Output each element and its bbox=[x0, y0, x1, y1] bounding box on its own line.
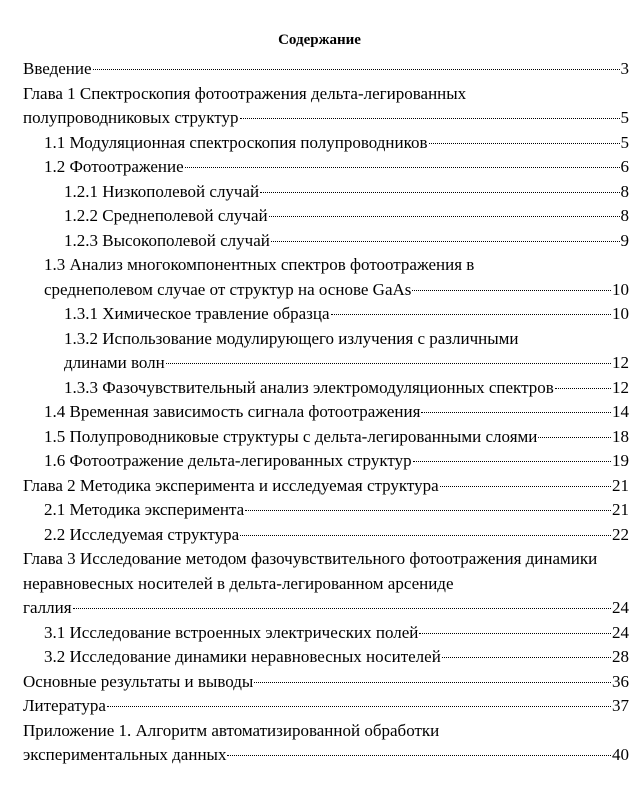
dot-leader bbox=[245, 510, 611, 511]
toc-entry-title-line-2: экспериментальных данных bbox=[23, 745, 227, 764]
toc-entry-page: 5 bbox=[620, 132, 629, 152]
toc-entry-page: 37 bbox=[612, 696, 629, 715]
toc-entry-title: Основные результаты и выводы bbox=[23, 671, 254, 691]
dot-leader bbox=[421, 412, 611, 413]
toc-entry-title: 3.1 Исследование встроенных электрических полей bbox=[44, 622, 419, 642]
toc-entry-1-2-1[interactable] bbox=[23, 180, 629, 205]
dot-leader bbox=[429, 143, 620, 144]
toc-entry-2-2[interactable] bbox=[23, 523, 629, 548]
toc-entry-title-line-2: полупроводниковых структур bbox=[23, 108, 239, 127]
toc-entry-page: 3 bbox=[620, 59, 629, 78]
toc-entry-page: 10 bbox=[612, 304, 629, 323]
dot-leader bbox=[227, 755, 611, 756]
toc-entry-chapter-3[interactable] bbox=[23, 547, 629, 621]
toc-entry-3-2[interactable] bbox=[23, 645, 629, 670]
toc-entry-title: 1.5 Полупроводниковые структуры с дельта-легированными слоями bbox=[44, 426, 538, 446]
toc-entry-page: 6 bbox=[620, 157, 629, 176]
toc-entry-1-3-2[interactable] bbox=[23, 327, 629, 376]
dot-leader bbox=[412, 290, 611, 291]
dot-leader bbox=[260, 192, 619, 193]
toc-entry-title: Литература bbox=[23, 696, 106, 715]
toc-entry-page: 8 bbox=[620, 206, 629, 225]
dot-leader bbox=[240, 535, 611, 536]
toc-entry-title: 1.3.1 Химическое травление образца bbox=[64, 304, 330, 323]
dot-leader bbox=[166, 363, 611, 364]
dot-leader bbox=[271, 241, 620, 242]
toc-entry-title: 1.2.2 Среднеполевой случай bbox=[64, 206, 268, 225]
toc-entry-title-line-1: 1.3.2 Использование модулирующего излучения с различными bbox=[64, 328, 519, 348]
toc-entry-title: 1.2 Фотоотражение bbox=[44, 157, 184, 176]
toc-entry-2-1[interactable] bbox=[23, 498, 629, 523]
toc-entry-chapter-1[interactable] bbox=[23, 82, 629, 131]
toc-entry-page: 22 bbox=[612, 524, 629, 544]
toc-entry-title-line-2: длинами волн bbox=[64, 353, 165, 372]
toc-entry-1-4[interactable] bbox=[23, 400, 629, 425]
toc-entry-3-1[interactable] bbox=[23, 621, 629, 646]
toc-entry-1-3-3[interactable] bbox=[23, 376, 629, 401]
dot-leader bbox=[331, 314, 611, 315]
toc-entry-title: 1.4 Временная зависимость сигнала фотоотражения bbox=[44, 402, 421, 421]
toc-entry-page: 12 bbox=[612, 353, 629, 372]
dot-leader bbox=[254, 682, 611, 683]
toc-entry-page: 14 bbox=[612, 402, 629, 421]
dot-leader bbox=[555, 388, 611, 389]
toc-entry-results[interactable] bbox=[23, 670, 629, 695]
toc-entry-page: 36 bbox=[612, 671, 629, 691]
toc-entry-page: 24 bbox=[612, 598, 629, 617]
toc-entry-page: 21 bbox=[612, 475, 629, 495]
dot-leader bbox=[73, 608, 611, 609]
toc-entry-title: Глава 2 Методика эксперимента и исследуемая структура bbox=[23, 475, 439, 495]
toc-entry-title: 2.2 Исследуемая структура bbox=[44, 524, 240, 544]
toc-entry-page: 5 bbox=[620, 108, 629, 127]
toc-entry-title: 1.3.3 Фазочувствительный анализ электромодуляционных спектров bbox=[64, 377, 554, 397]
toc-entry-page: 24 bbox=[612, 622, 629, 642]
toc-entry-page: 18 bbox=[612, 426, 629, 446]
toc-entry-page: 9 bbox=[620, 230, 629, 250]
dot-leader bbox=[185, 167, 620, 168]
toc-entry-chapter-2[interactable] bbox=[23, 474, 629, 499]
toc-entry-title-line-1: Глава 1 Спектроскопия фотоотражения дельта-легированных bbox=[23, 83, 467, 103]
dot-leader bbox=[269, 216, 620, 217]
toc-entry-page: 10 bbox=[612, 279, 629, 299]
dot-leader bbox=[93, 69, 620, 70]
dot-leader bbox=[538, 437, 611, 438]
toc-entry-title-line-1: Приложение 1. Алгоритм автоматизированной обработки bbox=[23, 720, 440, 740]
toc-entry-appendix-1[interactable] bbox=[23, 719, 629, 768]
dot-leader bbox=[440, 486, 611, 487]
dot-leader bbox=[413, 461, 611, 462]
toc-entry-1-6[interactable] bbox=[23, 449, 629, 474]
toc-entry-title: 2.1 Методика эксперимента bbox=[44, 500, 245, 519]
dot-leader bbox=[442, 657, 611, 658]
page-title: Содержание bbox=[278, 32, 361, 48]
toc-entry-page: 40 bbox=[612, 745, 629, 764]
toc-entry-1-3-1[interactable] bbox=[23, 302, 629, 327]
toc-entry-title: 1.6 Фотоотражение дельта-легированных структур bbox=[44, 451, 412, 470]
toc-entry-1-5[interactable] bbox=[23, 425, 629, 450]
toc-entry-1-2-3[interactable] bbox=[23, 229, 629, 254]
toc-entry-title-line-1: 1.3 Анализ многокомпонентных спектров фотоотражения в bbox=[44, 255, 475, 274]
toc-entry-page: 8 bbox=[620, 181, 629, 201]
toc-entry-title: 1.2.1 Низкополевой случай bbox=[64, 181, 260, 201]
toc-entry-references[interactable] bbox=[23, 694, 629, 719]
toc-entry-page: 19 bbox=[612, 451, 629, 470]
toc-entry-page: 28 bbox=[612, 647, 629, 666]
dot-leader bbox=[240, 118, 620, 119]
toc-entry-1-3[interactable] bbox=[23, 253, 629, 302]
toc-entry-title: 3.2 Исследование динамики неравновесных носителей bbox=[44, 647, 441, 666]
dot-leader bbox=[107, 706, 611, 707]
toc-entry-page: 21 bbox=[612, 500, 629, 519]
table-of-contents bbox=[23, 57, 629, 768]
toc-entry-introduction[interactable] bbox=[23, 57, 629, 82]
toc-entry-title: 1.2.3 Высокополевой случай bbox=[64, 230, 270, 250]
toc-entry-title: 1.1 Модуляционная спектроскопия полупроводников bbox=[44, 132, 428, 152]
dot-leader bbox=[419, 633, 611, 634]
toc-entry-title-line-3: галлия bbox=[23, 598, 72, 617]
toc-entry-title: Введение bbox=[23, 59, 92, 78]
toc-entry-1-2[interactable] bbox=[23, 155, 629, 180]
toc-entry-1-2-2[interactable] bbox=[23, 204, 629, 229]
toc-entry-1-1[interactable] bbox=[23, 131, 629, 156]
toc-entry-title-line-2: среднеполевом случае от структур на основе GaAs bbox=[44, 279, 412, 299]
toc-entry-title-lines-1-2: Глава 3 Исследование методом фазочувствительного фотоотражения динамики неравновесных носителей в дельта-легированном арсениде bbox=[23, 549, 598, 593]
toc-entry-page: 12 bbox=[612, 377, 629, 397]
